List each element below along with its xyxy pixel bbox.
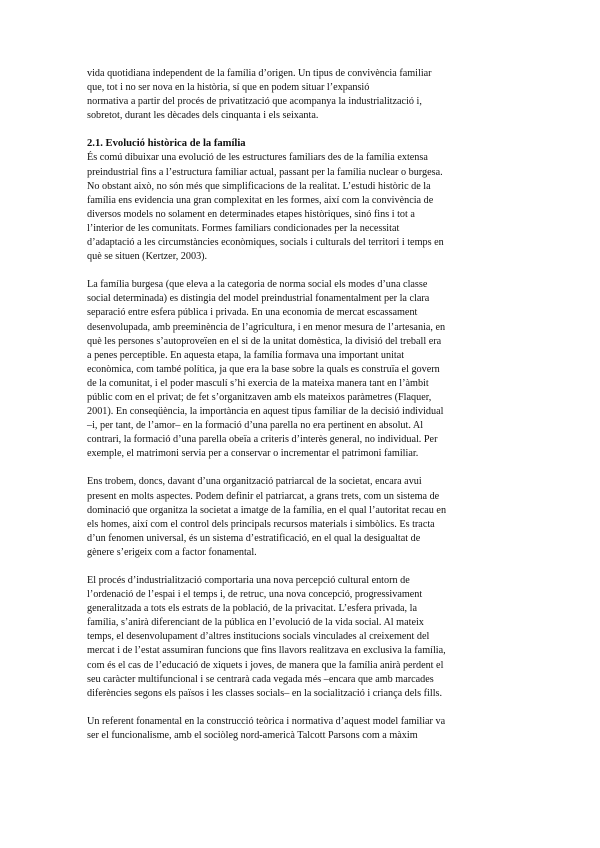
paragraph-gap xyxy=(87,701,515,715)
text-line: generalitzada a tots els estrats de la població, de la privacitat. L’esfera privada, la xyxy=(87,603,418,615)
text-line: els homes, així com el control dels principals recursos materials i simbòlics. Es tracta xyxy=(87,518,435,530)
paragraph-gap xyxy=(87,264,515,278)
text-line: contrari, la formació d’una parella obeïa a criteris d’interès general, no individual. Per xyxy=(87,434,438,446)
text-line: –i, per tant, de l’amor– en la formació d’una parella no era pertinent en absolut. Al xyxy=(87,420,424,432)
text-line: d’un fenomen universal, és un sistema d’estratificació, en el qual la desigualtat de xyxy=(87,532,421,544)
text-line: preindustrial fins a l’estructura familiar actual, passant per la família nuclear o burgesa. xyxy=(87,166,443,178)
text-line: a penes perceptible. En aquesta etapa, la família formava una important unitat xyxy=(87,349,405,361)
text-line: separació entre esfera pública i privada. En una economia de mercat escassament xyxy=(87,307,418,319)
section-heading: 2.1. Evolució històrica de la família xyxy=(87,138,246,150)
text-line: temps, el desenvolupament d’altres institucions socials vinculades al creixement del xyxy=(87,631,430,643)
text-line: d’adaptació a les circumstàncies econòmiques, socials i culturals del territori i temps en xyxy=(87,237,444,249)
text-line: que, tot i no ser nova en la història, sí que en podem situar l’expansió xyxy=(87,82,370,94)
text-line: família, s’anirà diferenciant de la pública en l’evolució de la vida social. Al mateix xyxy=(87,617,424,629)
text-line: mercat i de l’estat assumiran funcions que fins llavors realitzava en exclusiva la família, xyxy=(87,645,446,657)
text-line: ser el funcionalisme, amb el sociòleg nord-americà Talcott Parsons com a màxim xyxy=(87,729,418,741)
paragraph-4 xyxy=(87,574,515,701)
paragraph-gap xyxy=(87,461,515,475)
paragraph-gap xyxy=(87,123,515,137)
text-line: com és el cas de l’educació de xiquets i joves, de manera que la família anirà perdent el xyxy=(87,659,444,671)
text-line: l’ordenació de l’espai i el temps i, de retruc, una nova concepció, progressivament xyxy=(87,589,423,601)
text-line: Ens trobem, doncs, davant d’una organització patriarcal de la societat, encara avui xyxy=(87,476,422,488)
text-line: dominació que organitza la societat a imatge de la família, en el qual l’autoritat recau en xyxy=(87,504,447,516)
text-line: vida quotidiana independent de la família d’origen. Un tipus de convivència familiar xyxy=(87,68,432,79)
text-line: 2001). En conseqüència, la importància en aquest tipus familiar de la decisió individual xyxy=(87,406,444,418)
paragraph-5 xyxy=(87,715,515,743)
document-page xyxy=(87,67,515,743)
text-line: normativa a partir del procés de privatització que acompanya la industrialització i, xyxy=(87,96,422,108)
text-line: què se situen (Kertzer, 2003). xyxy=(87,251,208,263)
text-line: Un referent fonamental en la construcció teòrica i normativa d’aquest model familiar va xyxy=(87,715,446,727)
text-line: sobretot, durant les dècades dels cinquanta i els seixanta. xyxy=(87,110,319,122)
text-line: exemple, el matrimoni servia per a conservar o incrementar el patrimoni familiar. xyxy=(87,448,419,460)
paragraph-3 xyxy=(87,475,515,560)
text-line: l’interior de les comunitats. Formes familiars condicionades per la necessitat xyxy=(87,222,400,234)
text-line: diferències segons els països i les classes socials– en la socialització i criança dels fills. xyxy=(87,687,443,699)
text-line: què les persones s’autoproveïen en el si de la unitat domèstica, la divisió del treball era xyxy=(87,335,442,347)
text-line: seu caràcter multifuncional i se centrarà cada vegada més –encara que amb marcades xyxy=(87,673,434,685)
text-line: econòmica, com també política, ja que era la base sobre la quals es construïa el govern xyxy=(87,363,440,375)
text-line: És comú dibuixar una evolució de les estructures familiars des de la família extensa xyxy=(87,152,428,164)
text-line: El procés d’industrialització comportaria una nova percepció cultural entorn de xyxy=(87,575,410,586)
paragraph-1 xyxy=(87,151,515,264)
text-line: gènere s’erigeix com a factor fonamental. xyxy=(87,546,257,558)
paragraph-gap xyxy=(87,560,515,574)
text-line: present en molts aspectes. Podem definir el patriarcat, a grans trets, com un sistema de xyxy=(87,490,440,502)
intro-paragraph xyxy=(87,67,515,123)
text-line: La família burgesa (que eleva a la categoria de norma social els modes d’una classe xyxy=(87,279,428,291)
text-line: No obstant això, no són més que simplificacions de la realitat. L’estudi històric de la xyxy=(87,180,431,192)
text-line: família ens evidencia una gran complexitat en les formes, així com la convivència de xyxy=(87,194,434,206)
text-line: desenvolupada, amb preeminència de l’agricultura, i en menor mesura de l’artesania, en xyxy=(87,321,446,333)
paragraph-2 xyxy=(87,278,515,461)
text-line: de la comunitat, i el poder masculí s’hi exercia de la mateixa manera tant en l’àmbit xyxy=(87,377,429,389)
text-line: públic com en el privat; de fet s’organitzaven amb els mateixos paràmetres (Flaquer, xyxy=(87,391,432,403)
text-line: diversos models no solament en determinades etapes històriques, sinó fins i tot a xyxy=(87,208,415,220)
text-line: social determinada) es distingia del model preindustrial fonamentalment per la clara xyxy=(87,293,430,305)
